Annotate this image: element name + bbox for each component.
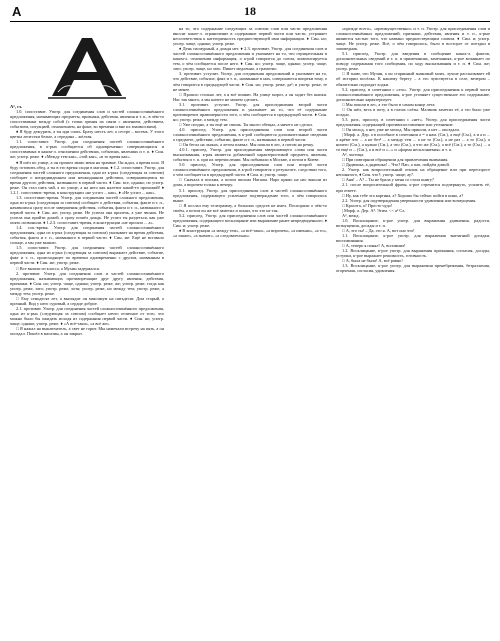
- entry-paragraph: на то, что содержание следующих за союзом слов или части предложения вносит какое-л. ограничение в содержание первой части или части, устраняет несоответствия к категоричность предшествующей ими информации. ♦ Син. но; употр. чаще, однако; употр. реже.: [173, 26, 327, 47]
- entry-paragraph: 1.1. сопоставит. Употр. для соединения частей сложносочинённого предложения, в к-рых сообщается об одновременно совершающихся и сопоставимых в каком-л. отношении действиях, событиях, явлениях и т. п. ♦ Син. же; употр. реже. ♦ «Между тем как», «той как», «в то время как».: [10, 139, 164, 160]
- entry-paragraph: 1.5. сопоставит. Употр. для соединения частей сложносочинённого предложения, одна из к-рых (следующая за союзом) выражает действие, событие, факт и т. п., происходящее по времени одновременно с другим, названным в первой части. ♦ Син. же; употр. реже.: [10, 245, 164, 266]
- entry-paragraph: 1.4. соп.-время. Употр. для соединения частей сложносочинённого предложения, одна из к-рых (следующая за союзом) указывает на время действия, события, факта и т. п., названного в первой части. ♦ Син. же. Ещё не вставало солнце, а мы уже вышли.: [10, 225, 164, 246]
- entry-paragraph: □ Все вышли из класса, а Мухин задержался.: [16, 265, 100, 271]
- entry-paragraph: □ Прошло столько лет, а я всё помню. На улице мороз, а он ходит без шапки. Нас так много, а мы ничего не можем сделать.: [173, 91, 327, 102]
- entry-paragraph: 2. противит. Употр. для соединения слов и частей сложносочинённого предложения, называющих противоречащие друг другу явления, действия, признаки. ♦ Син. но; употр. чаще, однако; употр. реже, же; употр. реже, тогда как употр. реже, зато; употр. реже, хотя; употр. реже, но между тем; употр. реже, а между тем; употр. реже.: [10, 270, 164, 296]
- entry-paragraph: □ Уже поздно, а ты ещё не спишь. Ты много обещал, а ничего не сделал.: [179, 121, 314, 127]
- entry-paragraph: 1.3. Восклицание, к-рое употр. для выражения пренебрежения, безразличия, огорчения, согласия, удивления.: [336, 263, 490, 274]
- entry-paragraph: □ Ему семьдесят лет, а выглядит он максимум на пятьдесят. Дом старый, а прочный. Вид у него суровый, а сердце доброе.: [10, 295, 164, 306]
- entry-paragraph: | Морф. а. Дер. А². Этим. << а² Сл.: [342, 207, 406, 213]
- entry-paragraph: 2.1. после вопросительной фразы, к-рое стремится подчеркнуть, усилить её, при ответе.: [336, 182, 490, 193]
- page-number: 18: [244, 4, 256, 18]
- entry-paragraph: ♦ Я буду дежурить, а ты иди спать. Брату шесть лет, а сестре – восемь. У этого цветка лепестки белые, а середина – жёлтая.: [10, 129, 164, 140]
- entry-paragraph: 3.1. противит. уступит. Употр. для присоединения второй части сложносочинённого предложения и указывает на то, что её содержание противоречит правомерности того, о чём сообщается в предыдущей части. ♦ Син. но; употр. реже, а между тем.: [173, 101, 327, 122]
- column-middle: [173, 26, 327, 640]
- page-header: [10, 4, 490, 20]
- entry-paragraph: ♦ День пасмурный, а дождя нет. ♦ 2.3. противит. Употр. для соединения слов и частей сложносочинённого предложения и указывает на то, что отрицательная в каком-л. отношении информация, о к-рой говорится до союза, компенсируется тем, о чём сообщается после него. ♦ Син. но; употр. чаще, однако; употр. чаще, зато; употр. чаще, но зато. Пишет медленно, а грамотно.: [173, 46, 327, 72]
- entry-paragraph: □ Красота, а? Просто чудо!: [342, 202, 393, 208]
- entry-paragraph: 2.1. противит. Употр. для соединения частей сложносочинённого предложения, одна из к-рых (следующая за союзом) сообщает нечто отличное от того, что можно было бы ожидать исходя из содержания первой части. ♦ Син. но; употр. чаще, однако; употр. реже. ♦ «А всё-таки», «а всё же».: [10, 305, 164, 327]
- entry-paragraph: □ Я послал ему телеграмму, а больших средств не имел. Поспорили о чём-то своём, а потом он же всё заметил и понял, что это не так.: [173, 202, 327, 213]
- entry-paragraph: 2.2. Употр. для подтверждения уверенности удивления или возмущения.: [342, 197, 477, 203]
- entry-paragraph: 3. противит. уступит. Употр. для соединения предложений и указывает на то, что действие, событие, факт и т. п., названные в них, совершаются вопреки тому, о чём говорится в предыдущей части. ♦ Син. но; употр. реже, да²; и употр. реже, те не менее.: [173, 71, 327, 92]
- header-rule: [10, 21, 490, 22]
- entry-paragraph: □ Я знаю, что Музин, а он старинный знакомый моих, лучше рассказывает ей об истории посёлка. К нашему берегу – а это чувствуется в селе, вечером – обязательно подходят лодки.: [336, 71, 490, 87]
- entry-paragraph: □ А, была не была! А, всё равно!: [342, 258, 403, 264]
- entry-paragraph: □ Он бегал на лыжах, а летом плавал. Мы пошли в лес, а потом на речку.: [179, 142, 314, 148]
- entry-paragraph: «прежде всего», «преимущественно» и т. п. Употр. для присоединения слов и сложносочинённых предложений, признаки, действия, явления и т. п., к-рые являются частью того, что названо предшествующим словом. ♦ Син. и; употр. чаще. Не употр. реже. Всё, о чём говорилось, было в восторге от поездки в заповедник.: [336, 26, 490, 52]
- entry-paragraph: □ А, это ты! – Да, это я. А, вот оно что!: [342, 227, 415, 233]
- text-columns: [10, 26, 490, 640]
- running-head-letter: А: [12, 4, 22, 19]
- entry-paragraph: 1.0. Восклицание, к-рое употр. для выражения удивления, радости, возмущения, досады и т. п.: [336, 217, 490, 228]
- entry-paragraph: 1.3. сопоставит.-время. Употр. для соединения частей сложного предложения, одна из к-рых (следующая за союзом) сообщает о действии, событии, факте и т. п., начавшихся сразу после завершения действия, события, факта и т. п., названного в первой части. ♦ Син. же; употр. реже. Не успела она прилечь, а уже звонок. Не успела она прийти домой, а сразу пошёл дождь. Не успел ты раздеться, как уже опять позвонили. ♦ 1.2.3. сопоставит.-время, в конструкции «не прошло ... а».: [10, 194, 164, 226]
- entry-paragraph: □ При повторном обращении для привлечения внимания.: [342, 157, 449, 163]
- entry-paragraph: □ Я нажал на выключатель, а свет не горит. Мы намечали встречу на пять, а он опоздал. Пошёл в магазин, а он закрыт.: [10, 326, 164, 337]
- column-right: [336, 26, 490, 640]
- entry-paragraph: 5.1. присоед. Употр. для введения в сообщение каких-л. фактов, дополнительных сведений и т. п. в примечаниях, замечаниях, к-рое возникает по поводу содержания того сообщения, по ходу высказывания и т. п. ♦ Син. же; употр. реже.: [336, 51, 490, 72]
- entry-paragraph: □ Он шёл, весь в поту, а в глазах слёзы. Мальчик заметил её, а это было уже поздно.: [336, 106, 490, 117]
- entry-paragraph: 5.2. присоед. в сочетании с «это». Употр. для присоединения к первой части сложносочинённого предложения, к-рое уточняет существенное его содержание, дополнительно характеризует.: [336, 86, 490, 102]
- entry-paragraph: □ А, теперь я понял! А, вспомнил!: [342, 243, 406, 249]
- entry-paragraph: □ Сначала в письма, а потом письма Наташа. Наро прямо на нас вышли из дома, а впрочем только к вечеру.: [173, 177, 327, 188]
- entry-paragraph: □ Ну, как тебе эта картина, а? Хорошо бы сейчас пойти в кино, а?: [342, 192, 464, 198]
- entry-paragraph: А³, межд.: [342, 212, 360, 218]
- entry-paragraph: | Морф. а. Дер. а в пособное в сочетании а = а нам. (См.), а ещё (См.), а и а и ... а крёме что ... а не без² ... а между тем ... а не то (См.), а не раз ... а то (См.), а ничего (См.), а нужно (См.), а что (См.), а что же (См.), а всё (См.), а то (См.) ... а то ещё и ... (См.), а и всё и «...» и «форма несклоняемая» и т. п.: [336, 131, 490, 153]
- entry-paragraph: А¹, сз.: [10, 104, 23, 109]
- entry-paragraph: 4.0. присоед. Употр. для присоединения слов или второй части сложносочинённого предложения, в к-рой сообщаются дополнительные сведения о предмете, действии, событии, факте и т. п., названных в первой части.: [173, 126, 327, 143]
- entry-paragraph: 1.0. сопоставит. Употр. для соединения слов и частей сложносочинённого предложения, называющих предметы, признаки, действия, явления и т. п., в чём-то сопоставимые между собой (с точки зрения их связи с явлением, действием, событием, ситуацией, отношением, на фоне, во времени и вне их взаимосвязи).: [10, 109, 164, 130]
- entry-paragraph: □ Мы пошли в лес, а это было в самом конце лета.: [342, 101, 436, 107]
- entry-paragraph: 1.2. Восклицание, к-рое употр. для выражения признания, согласия, досады, уступки, к-рое выражает решимость, готовность.: [336, 248, 490, 259]
- entry-paragraph: 2. Употр. как вопросительный отклик на обращение или при переспросе непонятого, ♦ Син. что?; употр. чаще; ау?.: [336, 167, 490, 178]
- letter-a-ornament-icon: [46, 32, 128, 100]
- entry-paragraph: 5.1. присоед. Употр. для присоединения слов и частей сложносочинённого предложения, содержащего усиленное подтверждение того, о чём говорилось выше.: [173, 187, 327, 203]
- entry-paragraph: □ Он молод, а нет, уже не молод. Мы пришли, а нет – опоздали.: [342, 126, 460, 132]
- entry-paragraph: □ Дядюшка, а дядюшка! – Что? Пап, а пап, пойдём домой.: [342, 162, 450, 168]
- entry-paragraph: 5.2. присоед. Употр. для присоединения слов или частей сложносочинённого предложения, содержащего восклицание или выражение ранее непредвиденного. ♦ Син. и; употр. реже.: [173, 212, 327, 228]
- decorative-initial-letter: [10, 32, 164, 100]
- entry-paragraph: ♦ В конструкции «а между тем», «а всё-таки», «а впрочем», «а именно», «а то», «а также», «а значит», «а следовательно».: [173, 227, 327, 238]
- entry-paragraph: 5.0. присоед. Употр. для присоединения слов или второй части сложносочинённого предложения, в к-рой говорится о результате, следствии того, о чём сообщается в предыдущей части. ♦ Син. и; употр. чаще.: [173, 162, 327, 178]
- entry-paragraph: 1.1. Восклицание, к-рое употр. для выражения внезапной догадки, воспоминания.: [336, 232, 490, 243]
- entry-paragraph: А², частица.: [342, 152, 365, 158]
- entry-paragraph: □ Аня! – А? – Ты не брала у меня со стола книгу?: [342, 177, 434, 183]
- entry-paragraph: 4.0.1. присоед. Употр. для присоединения завершающего слова или части высказывания, к-рая является добавочной характеристикой предмета, явления, события и т. п. при их перечислении. Мы побывали в Москве, а потом в Киеве.: [173, 147, 327, 163]
- column-left: [10, 26, 164, 640]
- entry-paragraph: 5.3. разг., присоед. в сочетании с «нет». Употр. для присоединения части предложения, содержащей противопоставление или уточнение.: [336, 116, 490, 127]
- entry-paragraph: ♦ Я шёл по улице, а он прошел мимо меня на трамвае. Он ждал, а время шло. Я буду готовить обед, а ты в это время сходи в магазин. ♦ 1.2. сопоставит. Употр. для соединения частей сложного предложения, одна из к-рых (следующая за союзом) сообщает о непредвиденном или неожиданном действии, совершающемся во время другого действия, названного в первой части. ♦ Син. все, однако; по употр. реже. Он стал пить чай, а по улице, а на него как налетит какой-то прохожий! ♦ 1.2.1. сопоставит.-время, в конструкции «не успел ... как», ♦ «Не успел ... как».: [10, 159, 164, 195]
